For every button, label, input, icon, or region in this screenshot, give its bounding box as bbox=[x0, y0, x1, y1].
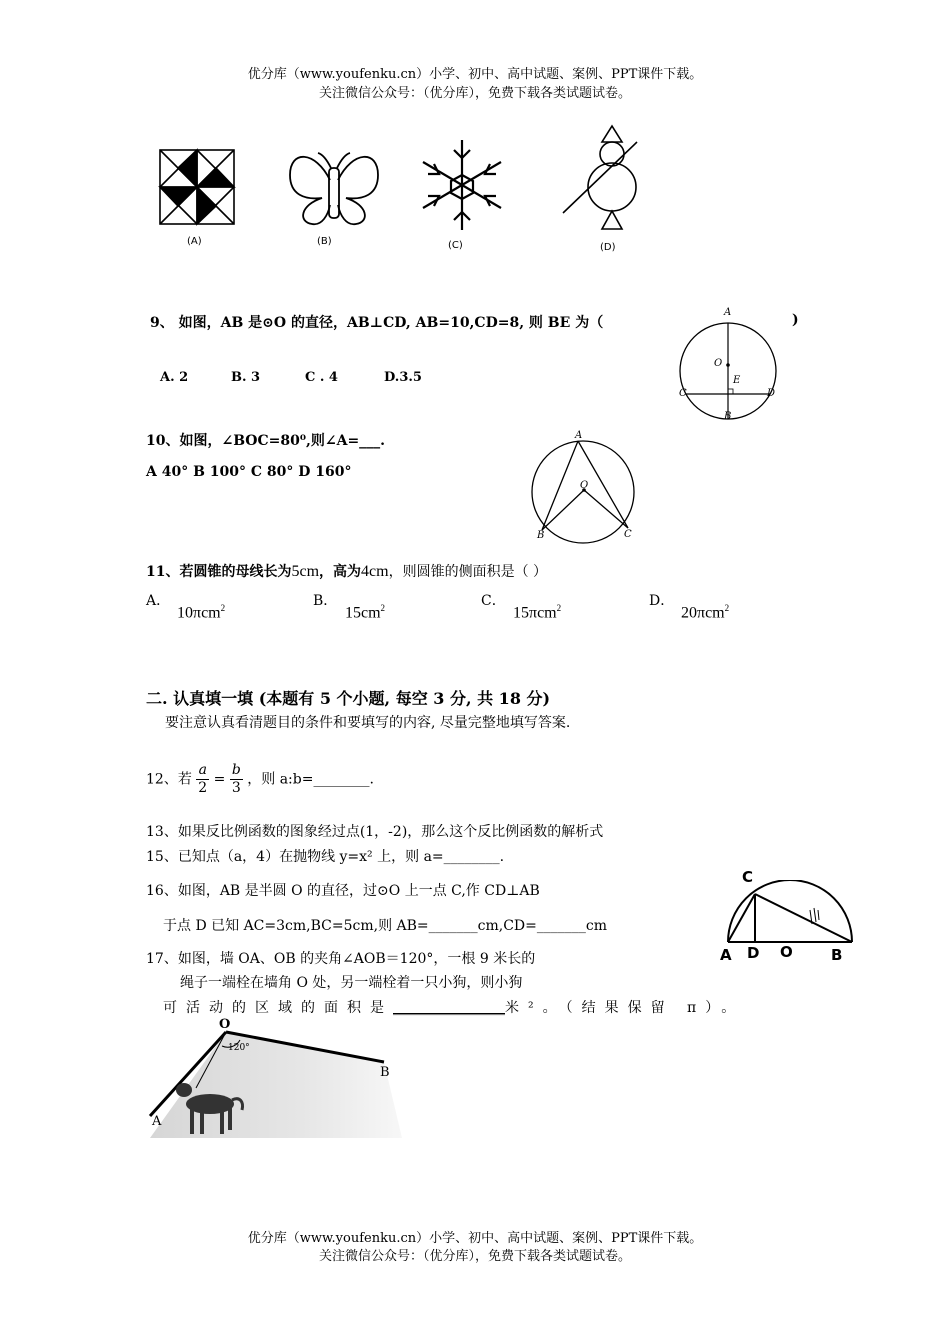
q17-line-2: 绳子一端栓在墙角 O 处，另一端栓着一只小狗，则小狗 bbox=[180, 975, 523, 991]
q9-option-d: D.3.5 bbox=[384, 370, 422, 385]
section2-title: 二. 认真填一填 (本题有 5 个小题, 每空 3 分, 共 18 分) bbox=[146, 689, 551, 708]
figure-label-d: (D) bbox=[600, 242, 616, 253]
q17-label-a: A bbox=[152, 1114, 162, 1129]
q11-option-a-sup: 2 bbox=[220, 603, 226, 613]
q16-line-2: 于点 D 已知 AC=3cm,BC=5cm,则 AB=_______cm,CD=_______cm bbox=[163, 918, 607, 934]
q9-label-o: O bbox=[714, 358, 723, 369]
q16-label-d: D bbox=[747, 944, 760, 962]
symmetry-figures bbox=[140, 120, 660, 260]
q10-label-o: O bbox=[580, 480, 589, 491]
q11-option-a-letter: A． bbox=[146, 593, 171, 609]
q17-wall-dog-figure bbox=[140, 1018, 410, 1148]
q9-label-e: E bbox=[733, 375, 741, 386]
q17-label-o: O bbox=[219, 1017, 231, 1032]
q11-option-b-text: 15cm bbox=[345, 604, 381, 622]
q17-line-3-prefix: 可活动的区域的面积是 bbox=[163, 1000, 393, 1016]
q16-line-1: 16、如图，AB 是半圆 O 的直径，过⊙O 上一点 C,作 CD⊥AB bbox=[146, 883, 540, 899]
q17-line-3 bbox=[163, 997, 744, 1017]
q9-label-a: A bbox=[724, 307, 732, 318]
figure-label-b: (B) bbox=[317, 236, 332, 247]
q12-equals: = bbox=[213, 771, 226, 788]
q16-label-c: C bbox=[742, 868, 754, 886]
q10-label-c: C bbox=[624, 529, 632, 540]
pinwheel-figure bbox=[160, 150, 234, 224]
q12-fraction-b bbox=[230, 762, 243, 797]
q11-slant-length: 5cm bbox=[291, 563, 320, 580]
q11-text-a: 11、若圆锥的母线长为 bbox=[146, 564, 292, 580]
figure-label-c: (C) bbox=[448, 240, 463, 251]
q11-option-c-text: 15πcm bbox=[513, 604, 557, 622]
q11-text-b: ，高为 bbox=[319, 564, 362, 580]
q13-text: 13、如果反比例函数的图象经过点(1，-2)，那么这个反比例函数的解析式 bbox=[146, 824, 604, 840]
q9-label-c: C bbox=[679, 388, 687, 399]
q17-line-3-suffix: 米²。（结果保留 π）。 bbox=[505, 1000, 745, 1016]
q11-option-c-value bbox=[513, 603, 561, 622]
q10-label-b: B bbox=[537, 530, 545, 541]
q12-den-2: 2 bbox=[198, 780, 208, 796]
q10-options: A 40° B 100° C 80° D 160° bbox=[146, 464, 352, 480]
q16-label-a: A bbox=[720, 946, 732, 964]
q11-option-c-sup: 2 bbox=[556, 603, 562, 613]
q16-label-o: O bbox=[780, 943, 793, 961]
footer-line-2: 关注微信公众号：（优分库），免费下载各类试题试卷。 bbox=[318, 1249, 631, 1264]
section2-note: 要注意认真看清题目的条件和要填写的内容, 尽量完整地填写答案. bbox=[165, 715, 571, 731]
q9-circle-diagram bbox=[670, 305, 790, 425]
q17-label-angle: 120° bbox=[228, 1043, 250, 1053]
q16-label-b: B bbox=[831, 946, 843, 964]
q9-label-d: D bbox=[767, 388, 776, 399]
q9-label-b: B bbox=[724, 411, 732, 422]
figure-label-a: (A) bbox=[187, 236, 202, 247]
q9-text: 9、 如图，AB 是⊙O 的直径，AB⊥CD, AB=10,CD=8, 则 BE 为（ bbox=[150, 315, 604, 331]
q12-num-a: a bbox=[196, 762, 209, 780]
q10-label-a: A bbox=[575, 430, 583, 441]
q10-text: 10、如图，∠BOC=80⁰,则∠A=___. bbox=[146, 433, 386, 449]
q12-fraction-a bbox=[196, 762, 209, 797]
triangle-circles-figure bbox=[563, 126, 637, 229]
q12-prefix: 12、若 bbox=[146, 771, 192, 788]
q12-line bbox=[146, 762, 374, 797]
q12-num-b: b bbox=[231, 762, 241, 778]
q11-text bbox=[146, 561, 547, 581]
q11-option-b-letter: B． bbox=[313, 593, 338, 609]
footer-line-1: 优分库（www.youfenku.cn）小学、初中、高中试题、案例、PPT课件下载。 bbox=[247, 1231, 703, 1246]
q15-text: 15、已知点（a，4）在抛物线 y=x² 上，则 a=________. bbox=[146, 849, 505, 865]
q11-option-d-letter: D． bbox=[649, 593, 675, 609]
q9-option-c: C . 4 bbox=[305, 370, 338, 385]
q11-height: 4cm bbox=[361, 563, 389, 580]
q11-option-a-value bbox=[177, 603, 225, 622]
q11-text-c: ，则圆锥的侧面积是（ ） bbox=[388, 564, 548, 580]
q12-suffix: ，则 a:b=________. bbox=[247, 771, 374, 788]
q17-line-1: 17、如图，墙 OA、OB 的夹角∠AOB＝120°，一根 9 米长的 bbox=[146, 951, 536, 967]
header-line-2: 关注微信公众号：（优分库），免费下载各类试题试卷。 bbox=[318, 86, 631, 101]
q11-option-c-letter: C． bbox=[481, 593, 506, 609]
q11-option-b-sup: 2 bbox=[380, 603, 386, 613]
header-line-1: 优分库（www.youfenku.cn）小学、初中、高中试题、案例、PPT课件下载。 bbox=[247, 67, 703, 82]
q11-option-b-value bbox=[345, 603, 385, 622]
q9-option-b: B. 3 bbox=[231, 370, 261, 385]
q11-option-a-text: 10πcm bbox=[177, 604, 221, 622]
q9-option-a: A. 2 bbox=[160, 370, 189, 385]
q17-answer-blank: ________________ bbox=[393, 1000, 505, 1016]
q17-label-b: B bbox=[380, 1065, 390, 1080]
q11-option-d-value bbox=[681, 603, 729, 622]
q12-den-3: 3 bbox=[231, 780, 241, 796]
q11-option-d-text: 20πcm bbox=[681, 604, 725, 622]
butterfly-figure bbox=[290, 153, 378, 224]
snowflake-figure bbox=[423, 140, 501, 230]
q11-option-d-sup: 2 bbox=[724, 603, 730, 613]
q9-close-paren: ) bbox=[792, 312, 799, 328]
